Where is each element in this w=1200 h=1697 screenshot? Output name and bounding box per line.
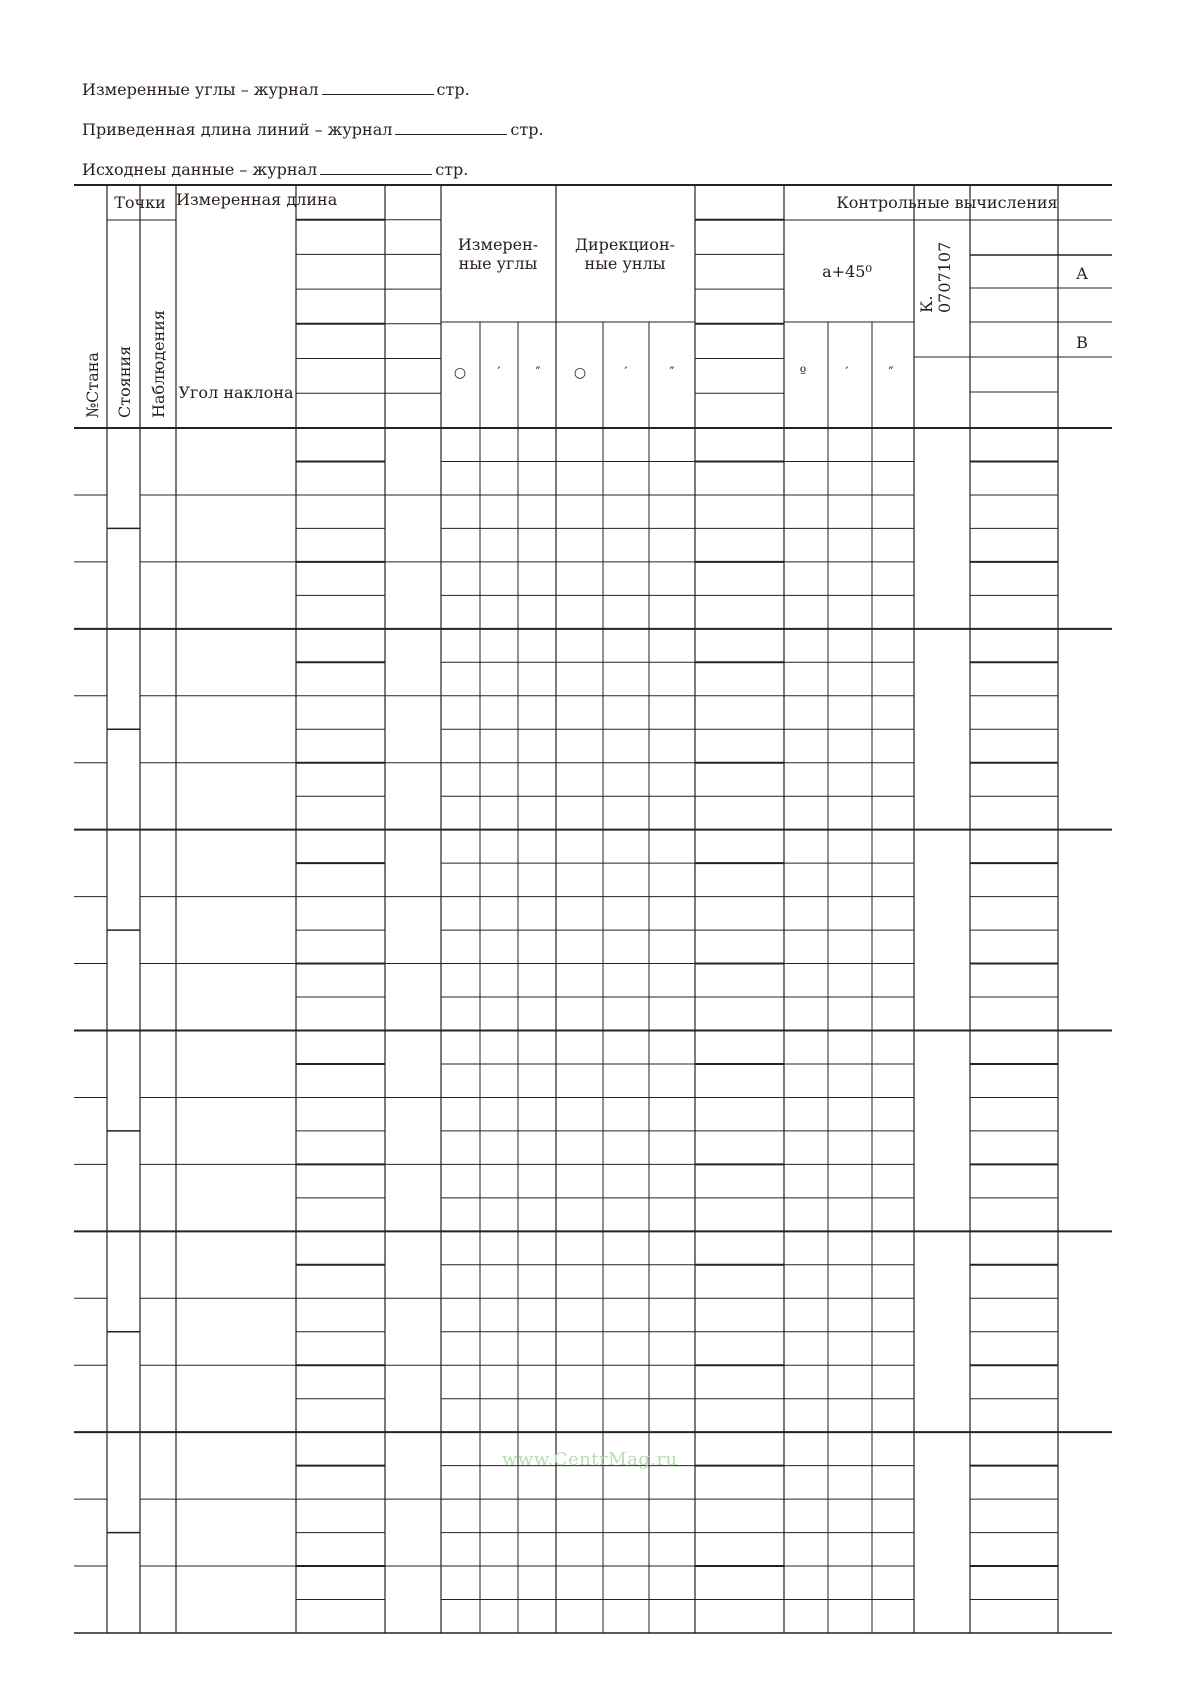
directional-angles-line: ные унлы — [584, 254, 666, 273]
measured-length-header: Измеренная длина — [176, 190, 338, 209]
alpha-plus-45-header: a+45⁰ — [822, 262, 872, 281]
degree-mark: ○ — [453, 365, 467, 381]
station-no-header: №Стана — [83, 352, 102, 418]
header-line-label: Измеренные углы – журнал — [82, 80, 319, 99]
header-line-label: Приведенная длина линий – журнал — [82, 120, 393, 139]
observation-header: Наблюдения — [149, 310, 168, 418]
degree-mark: ○ — [573, 365, 587, 381]
second-mark: ″ — [888, 365, 894, 381]
minute-mark: ′ — [624, 365, 628, 381]
header-line-label: Исходнеы данные – журнал — [82, 160, 318, 179]
minute-mark: ′ — [845, 365, 849, 381]
control-calculations-header: Контрольные вычисления — [836, 193, 1058, 212]
measured-angles-line: ные углы — [458, 254, 538, 273]
degree-mark: º — [799, 365, 807, 381]
label-b: B — [1076, 333, 1088, 352]
measured-angles-line: Измерен- — [457, 235, 539, 254]
points-header: Точки — [114, 193, 166, 212]
slope-angle-header: Угол наклона — [178, 383, 294, 402]
label-a: A — [1076, 264, 1088, 283]
minute-mark: ′ — [497, 365, 501, 381]
page-suffix: стр. — [510, 120, 544, 139]
page-suffix: стр. — [436, 80, 470, 99]
k-code-line: К. — [917, 295, 936, 313]
k-code-header — [918, 242, 954, 313]
page-suffix: стр. — [435, 160, 469, 179]
second-mark: ″ — [535, 365, 541, 381]
standing-header: Стояния — [115, 345, 134, 418]
watermark: www.CentrMag.ru — [502, 1449, 678, 1470]
measured-angles-header — [440, 235, 556, 273]
directional-angles-line: Дирекцион- — [574, 235, 676, 254]
k-code-line: 0707107 — [935, 241, 954, 313]
directional-angles-header — [556, 235, 694, 273]
second-mark: ″ — [669, 365, 675, 381]
